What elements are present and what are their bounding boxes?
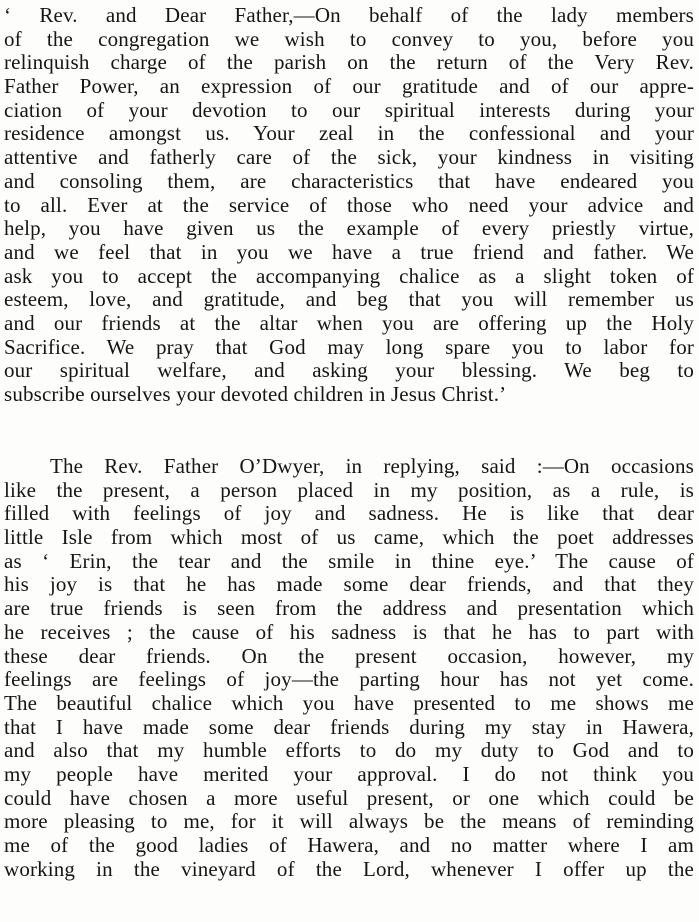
text-line: me of the good ladies of Hawera, and no matter where I am xyxy=(4,834,694,857)
text-line: little Isle from which most of us came, which the poet addresses xyxy=(4,526,694,550)
text-line: residence amongst us. Your zeal in the confessional and your xyxy=(4,122,694,146)
text-line: my people have merited your approval. I do not think you xyxy=(4,762,694,786)
text-line: of the congregation we wish to convey to you, before you xyxy=(4,27,694,51)
text-line: and also that my humble efforts to do my duty to God and to xyxy=(4,739,694,763)
text-line: are true friends is seen from the address and presentation which xyxy=(4,597,694,621)
text-line: ask you to accept the accompanying chalice as a slight token of xyxy=(4,264,694,288)
text-line: that I have made some dear friends during my stay in Hawera, xyxy=(4,715,694,739)
text-line: subscribe ourselves your devoted children in Jesus Christ.’ xyxy=(4,383,507,406)
text-line: and consoling them, are characteristics that have endeared you xyxy=(4,169,694,193)
text-line: and we feel that in you we have a true friend and father. We xyxy=(4,240,694,264)
text-line: Sacrifice. We pray that God may long spare you to labor for xyxy=(4,335,694,359)
paragraph-address xyxy=(4,4,694,407)
text-line: The beautiful chalice which you have presented to me shows me xyxy=(4,691,694,715)
text-line: working in the vineyard of the Lord, whenever I offer up the xyxy=(4,857,694,881)
text-line: these dear friends. On the present occasion, however, my xyxy=(4,644,694,668)
text-line: esteem, love, and gratitude, and beg that you will remember us xyxy=(4,288,694,312)
text-line: our spiritual welfare, and asking your blessing. We beg to xyxy=(4,359,694,383)
text-line: feelings are feelings of joy—the parting hour has not yet come. xyxy=(4,668,694,692)
text-line: could have chosen a more useful present, or one which could be xyxy=(4,786,694,810)
text-line: relinquish charge of the parish on the return of the Very Rev. xyxy=(4,51,694,75)
text-line: as ‘ Erin, the tear and the smile in thine eye.’ The cause of xyxy=(4,549,694,573)
text-line: his joy is that he has made some dear friends, and that they xyxy=(4,573,694,597)
text-line: ‘ Rev. and Dear Father,—On behalf of the lady members xyxy=(4,4,694,27)
text-line: help, you have given us the example of every priestly virtue, xyxy=(4,217,694,241)
text-line: he receives ; the cause of his sadness is that he has to part with xyxy=(4,620,694,644)
text-line: The Rev. Father O’Dwyer, in replying, said :—On occasions xyxy=(50,455,694,478)
paragraph-reply xyxy=(4,455,694,881)
text-line: attentive and fatherly care of the sick, your kindness in visiting xyxy=(4,146,694,170)
text-line: filled with feelings of joy and sadness. He is like that dear xyxy=(4,502,694,526)
text-line: more pleasing to me, for it will always be the means of reminding xyxy=(4,810,694,834)
text-line: to all. Ever at the service of those who need your advice and xyxy=(4,193,694,217)
text-line: Father Power, an expression of our gratitude and of our appre- xyxy=(4,75,694,99)
text-line: ciation of your devotion to our spiritual interests during your xyxy=(4,98,694,122)
text-line: like the present, a person placed in my position, as a rule, is xyxy=(4,478,694,502)
text-line: and our friends at the altar when you are offering up the Holy xyxy=(4,311,694,335)
